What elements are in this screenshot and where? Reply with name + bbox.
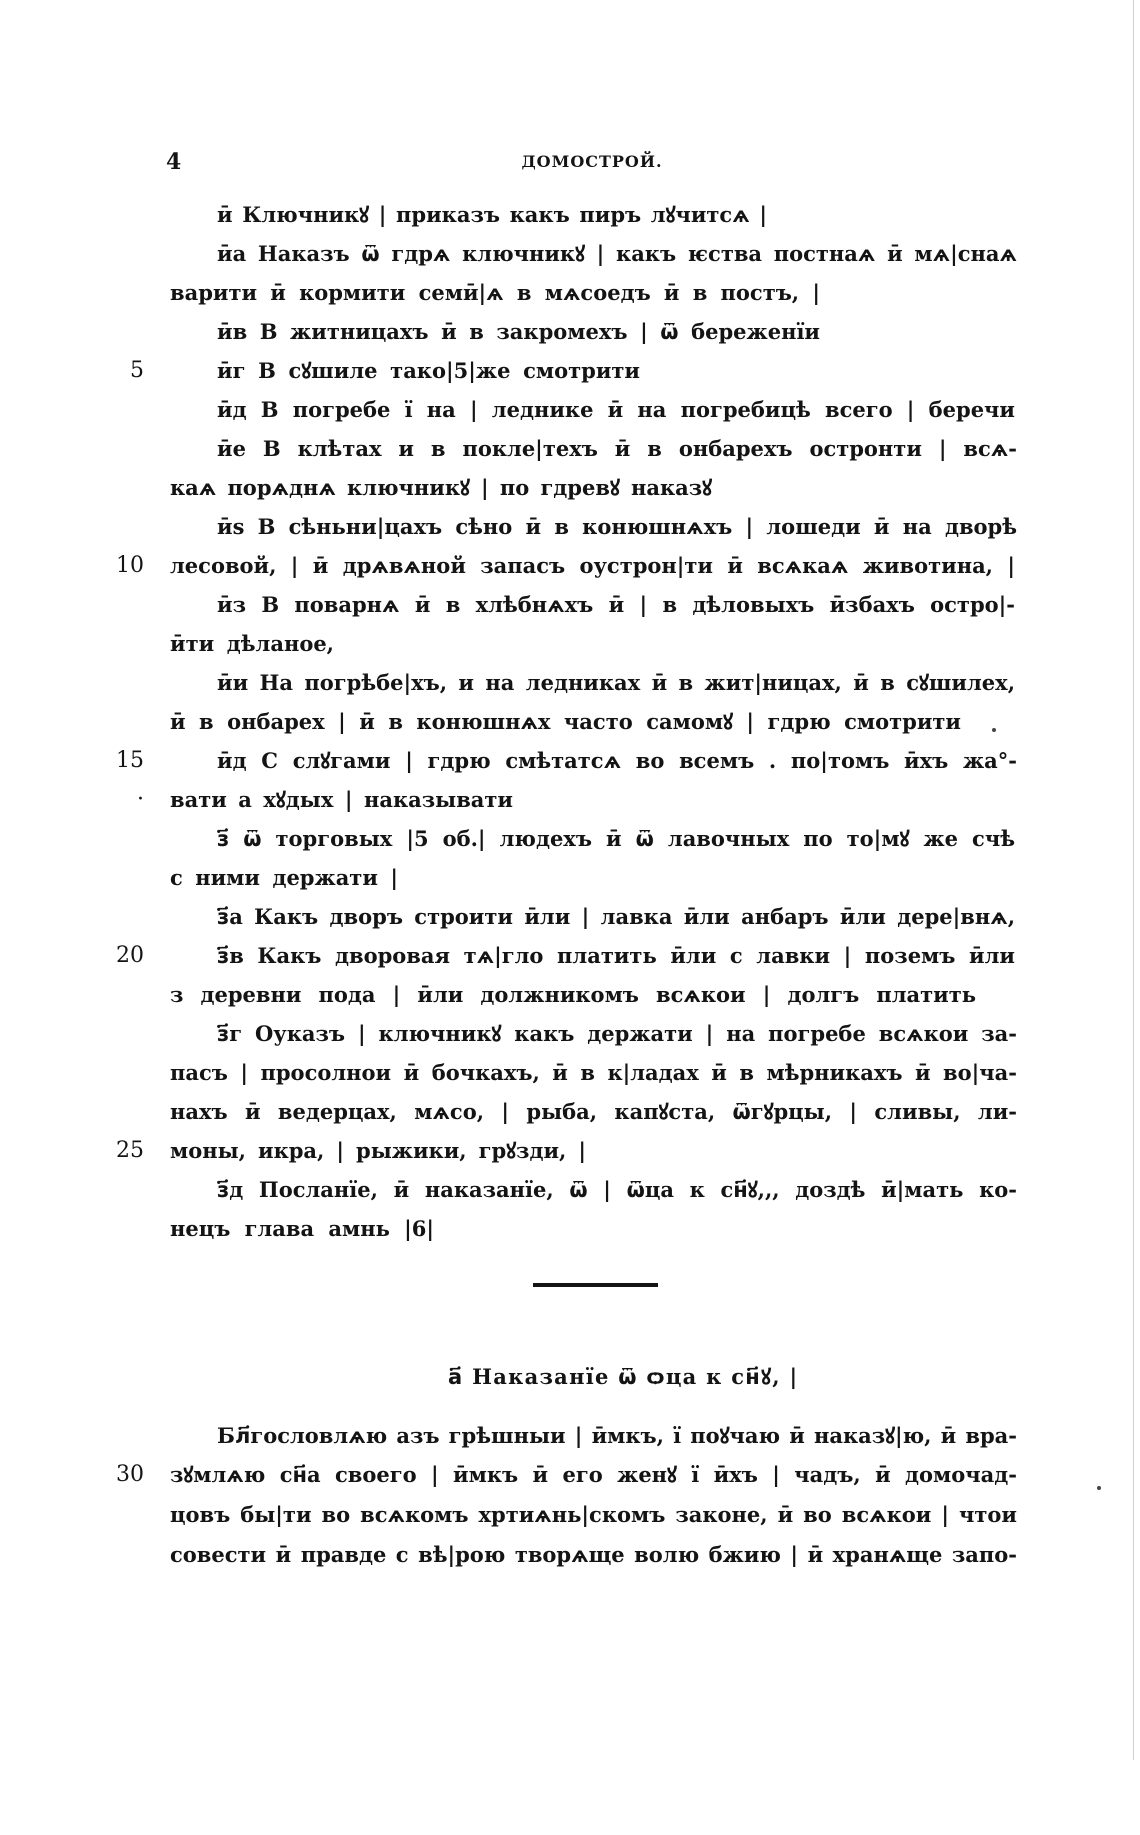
contents-line: з҃д Посланїе, ӣ наказанїе, ѿ | ѿца к сн҃ꙋ,,, доздѣ ӣ|мать ко- xyxy=(217,1177,1017,1202)
page-number: 4 xyxy=(166,149,182,175)
contents-line: ӣд В погребе ї на | леднике ӣ на погребицѣ всего | беречи xyxy=(217,397,1015,422)
contents-line: каѧ порѧднѧ ключникꙋ | по гдревꙋ наказꙋ xyxy=(170,475,712,500)
line-number: 15 xyxy=(116,748,144,773)
contents-line: моны, икра, | рыжики, грꙋзди, | xyxy=(170,1138,586,1163)
contents-line: ӣа Наказъ ѿ гдрѧ ключникꙋ | какъ ѥства постнаѧ ӣ мѧ|снаѧ xyxy=(217,241,1017,266)
contents-line: ӣв В житницахъ ӣ в закромехъ | ѿ береженїи xyxy=(217,319,820,344)
chapter-line: цовъ бы|ти во всѧкомъ хртиѧнь|скомъ законе, ӣ во всѧкои | чтои xyxy=(170,1502,1017,1527)
chapter-line: зꙋмлѧю сн҃а своего | ӣмкъ ӣ его женꙋ ї ӣхъ | чадъ, ӣ домочад- xyxy=(170,1462,1017,1487)
line-number-dot: · xyxy=(137,787,144,812)
contents-line: ӣз В поварнѧ ӣ в хлѣбнѧхъ ӣ | в дѣловыхъ ӣзбахъ остро|- xyxy=(217,592,1015,617)
line-number: 10 xyxy=(116,553,144,578)
contents-line: ӣ в онбарех | ӣ в конюшнѧх часто самомꙋ | гдрю смотрити xyxy=(170,709,961,734)
line-number: 20 xyxy=(116,943,144,968)
contents-line: ӣд С слꙋгами | гдрю смѣтатсѧ во всемъ . по|томъ ӣхъ жа°- xyxy=(217,748,1017,773)
contents-line: з҃ ѿ торговых |5 об.| людехъ ӣ ѿ лавочных по то|мꙋ же счѣ xyxy=(217,826,1015,851)
contents-line: лесовой, | ӣ дрѧвѧной запасъ оустрон|ти ӣ всѧкаѧ животина, | xyxy=(170,553,1015,578)
chapter-line: Бл҃гословлѧю азъ грѣшныи | ӣмкъ, ї поꙋчаю ӣ наказꙋ|ю, ӣ вра- xyxy=(217,1423,1017,1448)
line-number: 30 xyxy=(116,1462,144,1487)
contents-line: ӣе В клѣтах и в покле|техъ ӣ в онбарехъ остронти | всѧ- xyxy=(217,436,1017,461)
contents-line: ӣг В сꙋшиле тако|5|же смотрити xyxy=(217,358,640,383)
contents-line: ӣти дѣланое, xyxy=(170,631,334,656)
contents-line: з҃г Оуказъ | ключникꙋ какъ держати | на погребе всѧкои за- xyxy=(217,1021,1017,1046)
contents-line: нецъ глава амнь |6| xyxy=(170,1216,434,1241)
scan-edge xyxy=(1133,0,1134,1760)
contents-line: с ними держати | xyxy=(170,865,398,890)
running-header: ДОМОСТРОЙ. xyxy=(521,152,663,171)
chapter-line: совести ӣ правде с вѣ|рою творѧще волю бжию | ӣ хранѧще запо- xyxy=(170,1542,1017,1567)
contents-line: ӣѕ В сѣньни|цахъ сѣно ӣ в конюшнѧхъ | лошеди ӣ на дворѣ xyxy=(217,514,1017,539)
contents-line: з деревни пода | ӣли должникомъ всѧкои | долгъ платить xyxy=(170,982,976,1007)
scan-speck xyxy=(992,728,996,732)
chapter-title: а҃ Наказанїе ѿ ѻца к сн҃ꙋ, | xyxy=(448,1364,799,1389)
contents-line: пасъ | просолнои ӣ бочкахъ, ӣ в к|ладах ӣ в мѣрникахъ ӣ во|ча- xyxy=(170,1060,1017,1085)
contents-line: варити ӣ кормити семӣ|ѧ в мѧсоедъ ӣ в постъ, | xyxy=(170,280,820,305)
line-number: 25 xyxy=(116,1138,144,1163)
contents-line: нахъ ӣ ведерцах, мѧсо, | рыба, капꙋста, ѿгꙋрцы, | сливы, ли- xyxy=(170,1099,1017,1124)
line-number: 5 xyxy=(130,358,144,383)
contents-line: вати а хꙋдых | наказывати xyxy=(170,787,513,812)
section-divider xyxy=(533,1283,658,1287)
scan-speck xyxy=(1097,1486,1101,1490)
contents-line: ӣ Ключникꙋ | приказъ какъ пиръ лꙋчитсѧ | xyxy=(217,202,767,227)
contents-line: ӣи На погрѣбе|хъ, и на ледниках ӣ в жит|ницах, ӣ в сꙋшилех, xyxy=(217,670,1015,695)
contents-line: з҃в Какъ дворовая тѧ|гло платить ӣли с лавки | поземъ ӣли xyxy=(217,943,1015,968)
contents-line: з҃а Какъ дворъ строити ӣли | лавка ӣли анбаръ ӣли дере|внѧ, xyxy=(217,904,1015,929)
